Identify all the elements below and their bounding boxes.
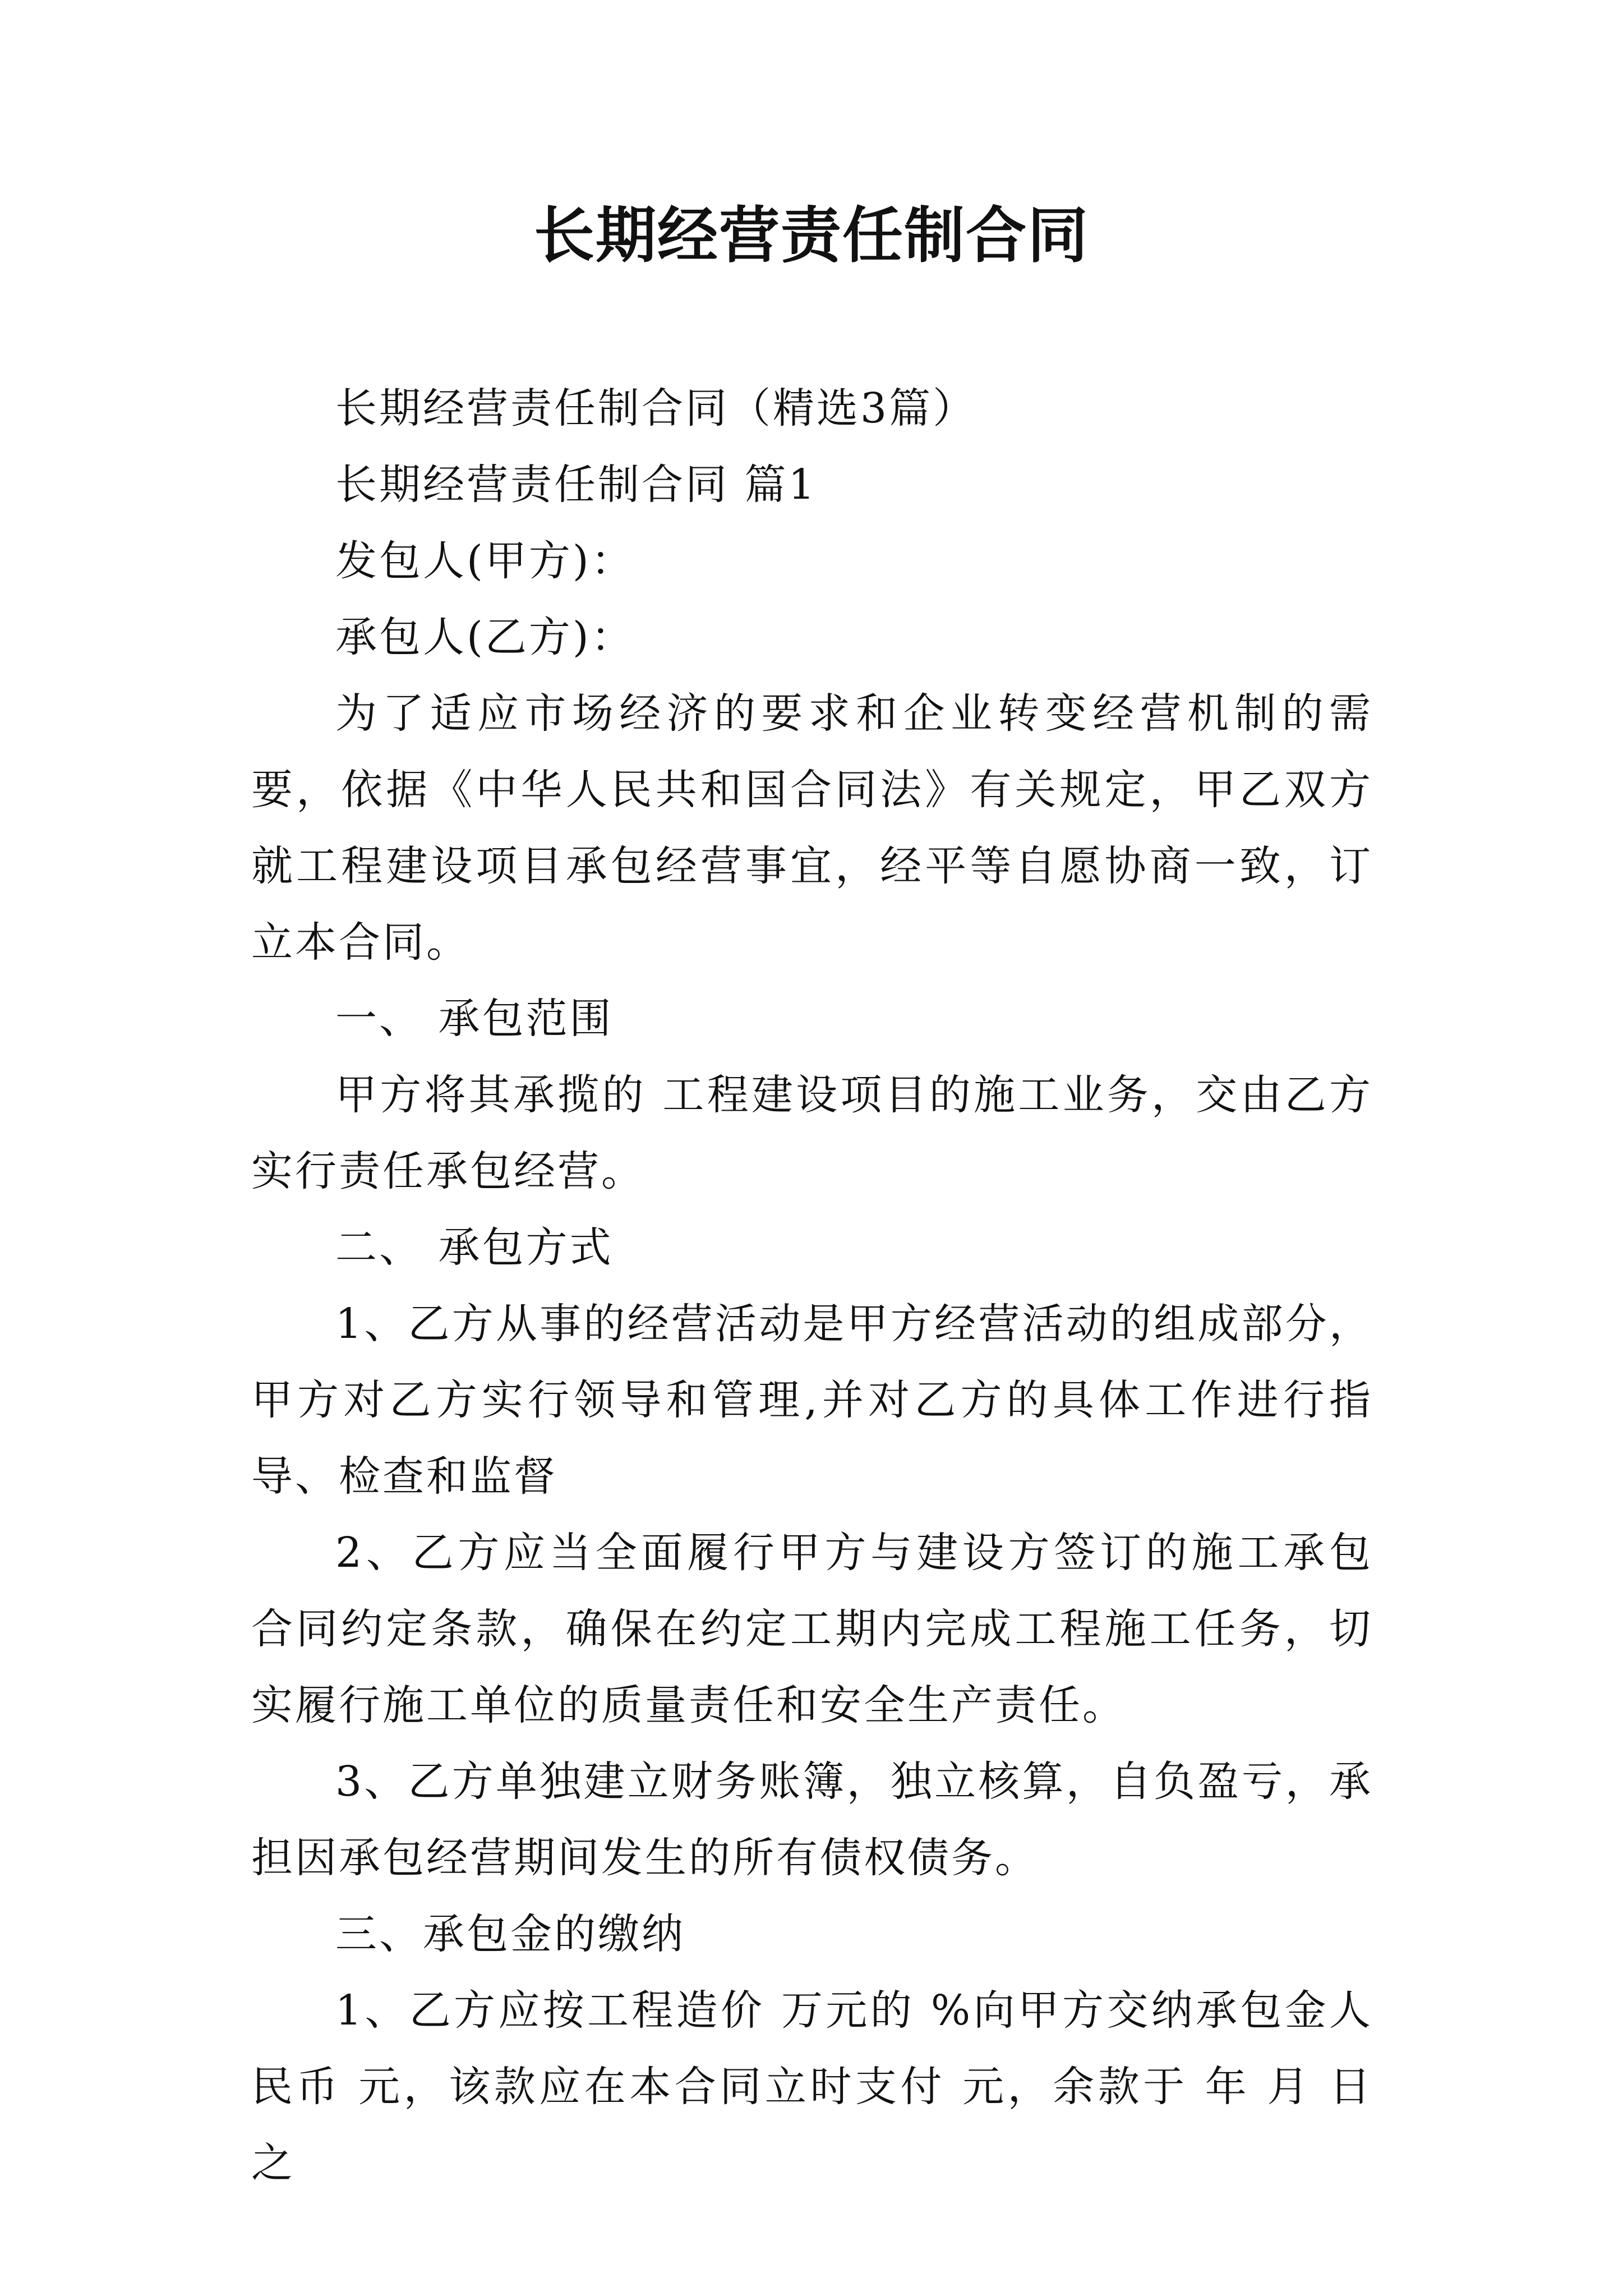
document-body <box>251 370 1373 2201</box>
paragraph-preamble: 为了适应市场经济的要求和企业转变经营机制的需要，依据《中华人民共和国合同法》有关规定，甲乙双方就工程建设项目承包经营事宜，经平等自愿协商一致，订立本合同。 <box>251 689 1373 967</box>
paragraph-party-a: 发包人(甲方)： <box>335 537 635 585</box>
section-heading-scope: 一、 承包范围 <box>335 995 614 1043</box>
paragraph-method-2: 2、乙方应当全面履行甲方与建设方签订的施工承包 合同约定条款，确保在约定工期内完成工程施工任务，切实履行施工单位的质量责任和安全生产责任。 <box>251 1529 1373 1729</box>
paragraph-subtitle: 长期经营责任制合同（精选3篇） <box>335 384 977 432</box>
paragraph-party-b: 承包人(乙方)： <box>335 613 635 661</box>
paragraph-scope: 甲方将其承揽的 工程建设项目的施工业务，交由乙方实行责任承包经营。 <box>251 1071 1373 1195</box>
section-heading-payment: 三、承包金的缴纳 <box>335 1910 685 1958</box>
paragraph-method-1: 1、乙方从事的经营活动是甲方经营活动的组成部分，甲方对乙方实行领导和管理,并对乙方的具体工作进行指导、检查和监督 <box>251 1300 1373 1501</box>
document-title: 长期经营责任制合同 <box>533 200 1089 271</box>
section-heading-method: 二、 承包方式 <box>335 1223 614 1272</box>
paragraph-payment-1: 1、乙方应按工程造价 万元的 %向甲方交纳承包金人民币 元，该款应在本合同立时支付 元，余款于 年 月 日之 <box>251 1986 1373 2187</box>
paragraph-method-3: 3、乙方单独建立财务账簿，独立核算，自负盈亏，承担因承包经营期间发生的所有债权债务。 <box>251 1757 1373 1882</box>
paragraph-part-heading: 长期经营责任制合同 篇1 <box>335 461 817 509</box>
